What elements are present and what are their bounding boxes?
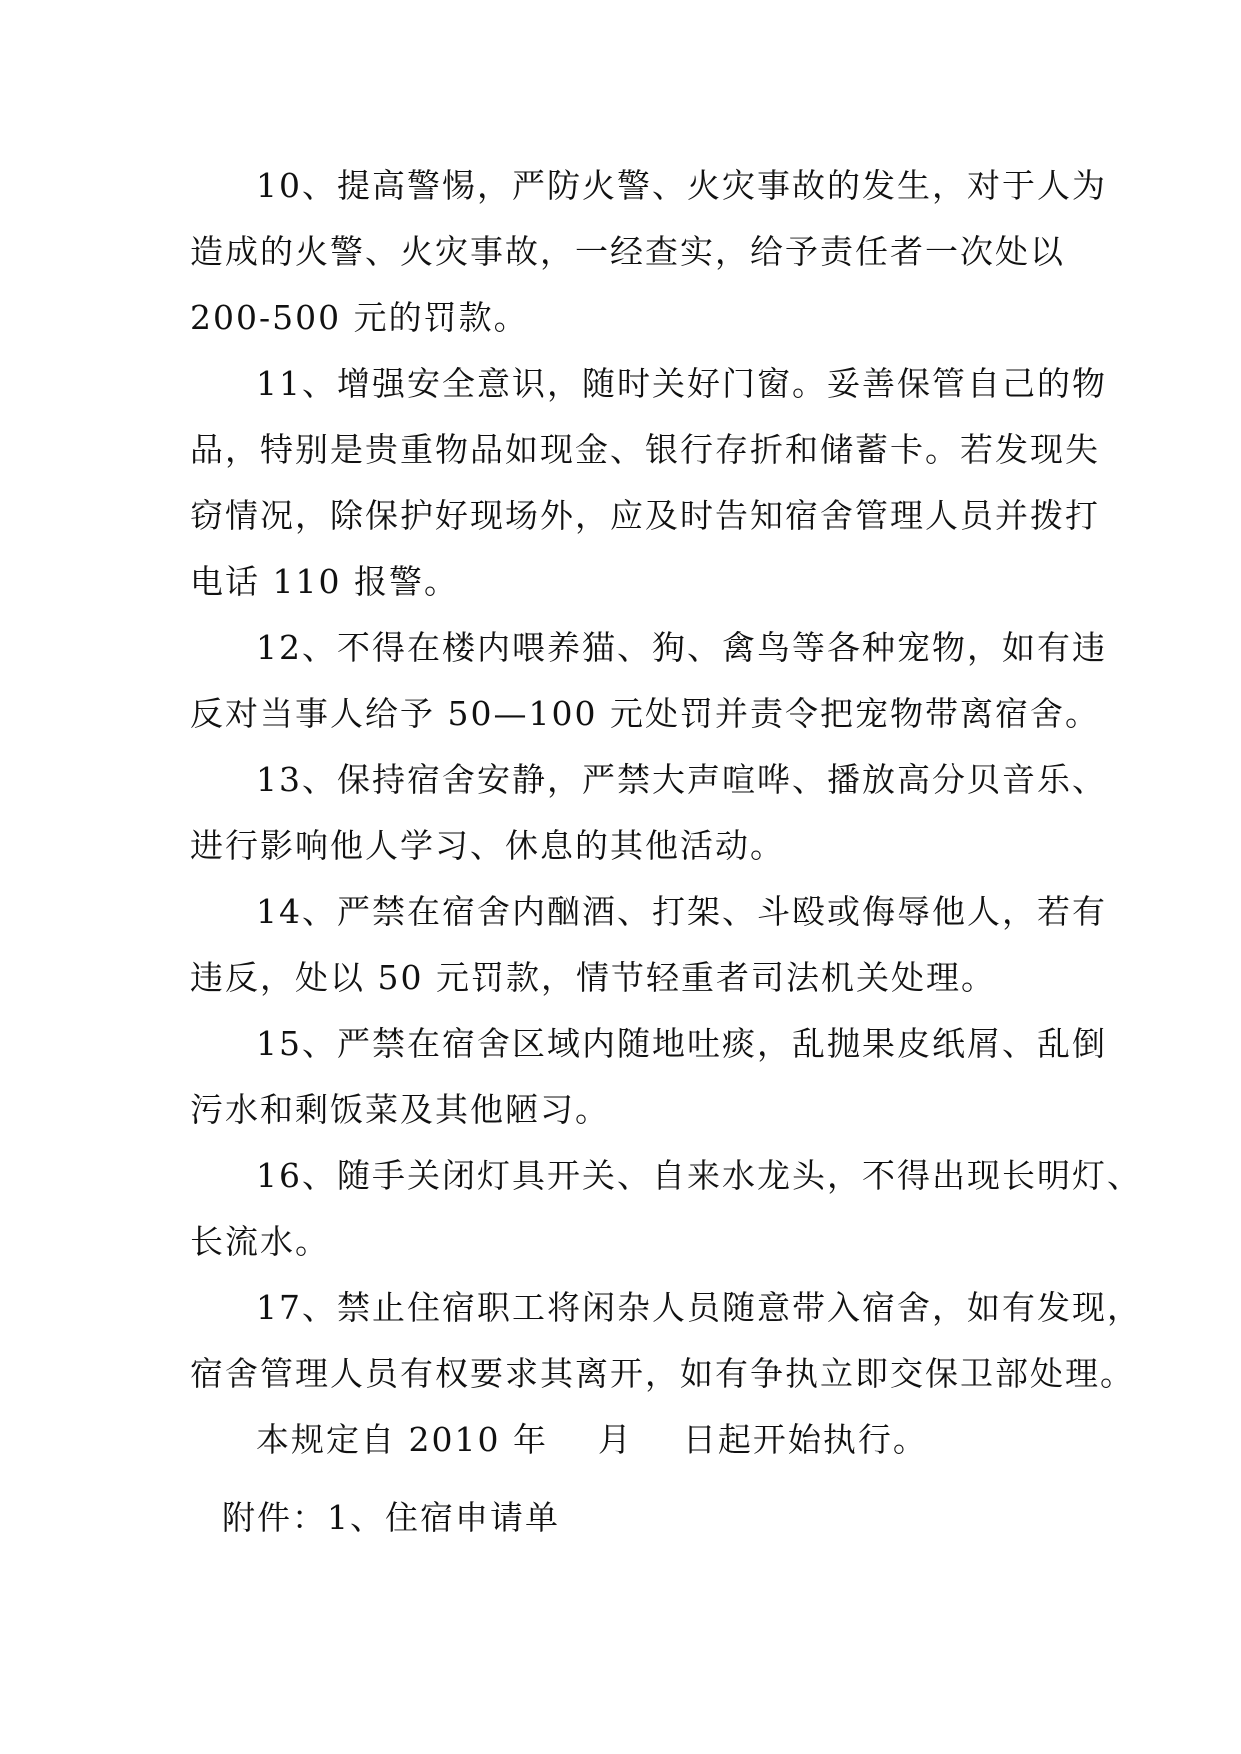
rule-14-line-2: 违反，处以 50 元罚款，情节轻重者司法机关处理。	[190, 958, 996, 997]
rule-16-line-1: 16、随手关闭灯具开关、自来水龙头，不得出现长明灯、	[256, 1156, 1142, 1195]
rule-16-line-2: 长流水。	[190, 1222, 330, 1261]
attachment-line: 附件：1、住宿申请单	[222, 1498, 560, 1537]
rule-15-line-1: 15、严禁在宿舍区域内随地吐痰，乱抛果皮纸屑、乱倒	[256, 1024, 1107, 1063]
rule-11-line-1: 11、增强安全意识，随时关好门窗。妥善保管自己的物	[256, 364, 1107, 403]
rule-13-line-2: 进行影响他人学习、休息的其他活动。	[190, 826, 785, 865]
rule-10-line-2: 造成的火警、火灾事故，一经查实，给予责任者一次处以	[190, 232, 1065, 271]
rule-15-line-2: 污水和剩饭菜及其他陋习。	[190, 1090, 610, 1129]
rule-12-line-2: 反对当事人给予 50—100 元处罚并责令把宠物带离宿舍。	[190, 694, 1100, 733]
effective-date-line: 本规定自 2010 年 月 日起开始执行。	[256, 1420, 928, 1459]
rule-17-line-1: 17、禁止住宿职工将闲杂人员随意带入宿舍，如有发现，	[256, 1288, 1142, 1327]
rule-13-line-1: 13、保持宿舍安静，严禁大声喧哗、播放高分贝音乐、	[256, 760, 1107, 799]
rule-14-line-1: 14、严禁在宿舍内酗酒、打架、斗殴或侮辱他人，若有	[256, 892, 1107, 931]
rule-10-line-3: 200-500 元的罚款。	[190, 298, 529, 337]
rule-11-line-3: 窃情况，除保护好现场外，应及时告知宿舍管理人员并拨打	[190, 496, 1100, 535]
rule-11-line-2: 品，特别是贵重物品如现金、银行存折和储蓄卡。若发现失	[190, 430, 1100, 469]
rule-11-line-4: 电话 110 报警。	[190, 562, 459, 601]
rule-10-line-1: 10、提高警惕，严防火警、火灾事故的发生，对于人为	[256, 166, 1107, 205]
rule-12-line-1: 12、不得在楼内喂养猫、狗、禽鸟等各种宠物，如有违	[256, 628, 1107, 667]
rule-17-line-2: 宿舍管理人员有权要求其离开，如有争执立即交保卫部处理。	[190, 1354, 1135, 1393]
